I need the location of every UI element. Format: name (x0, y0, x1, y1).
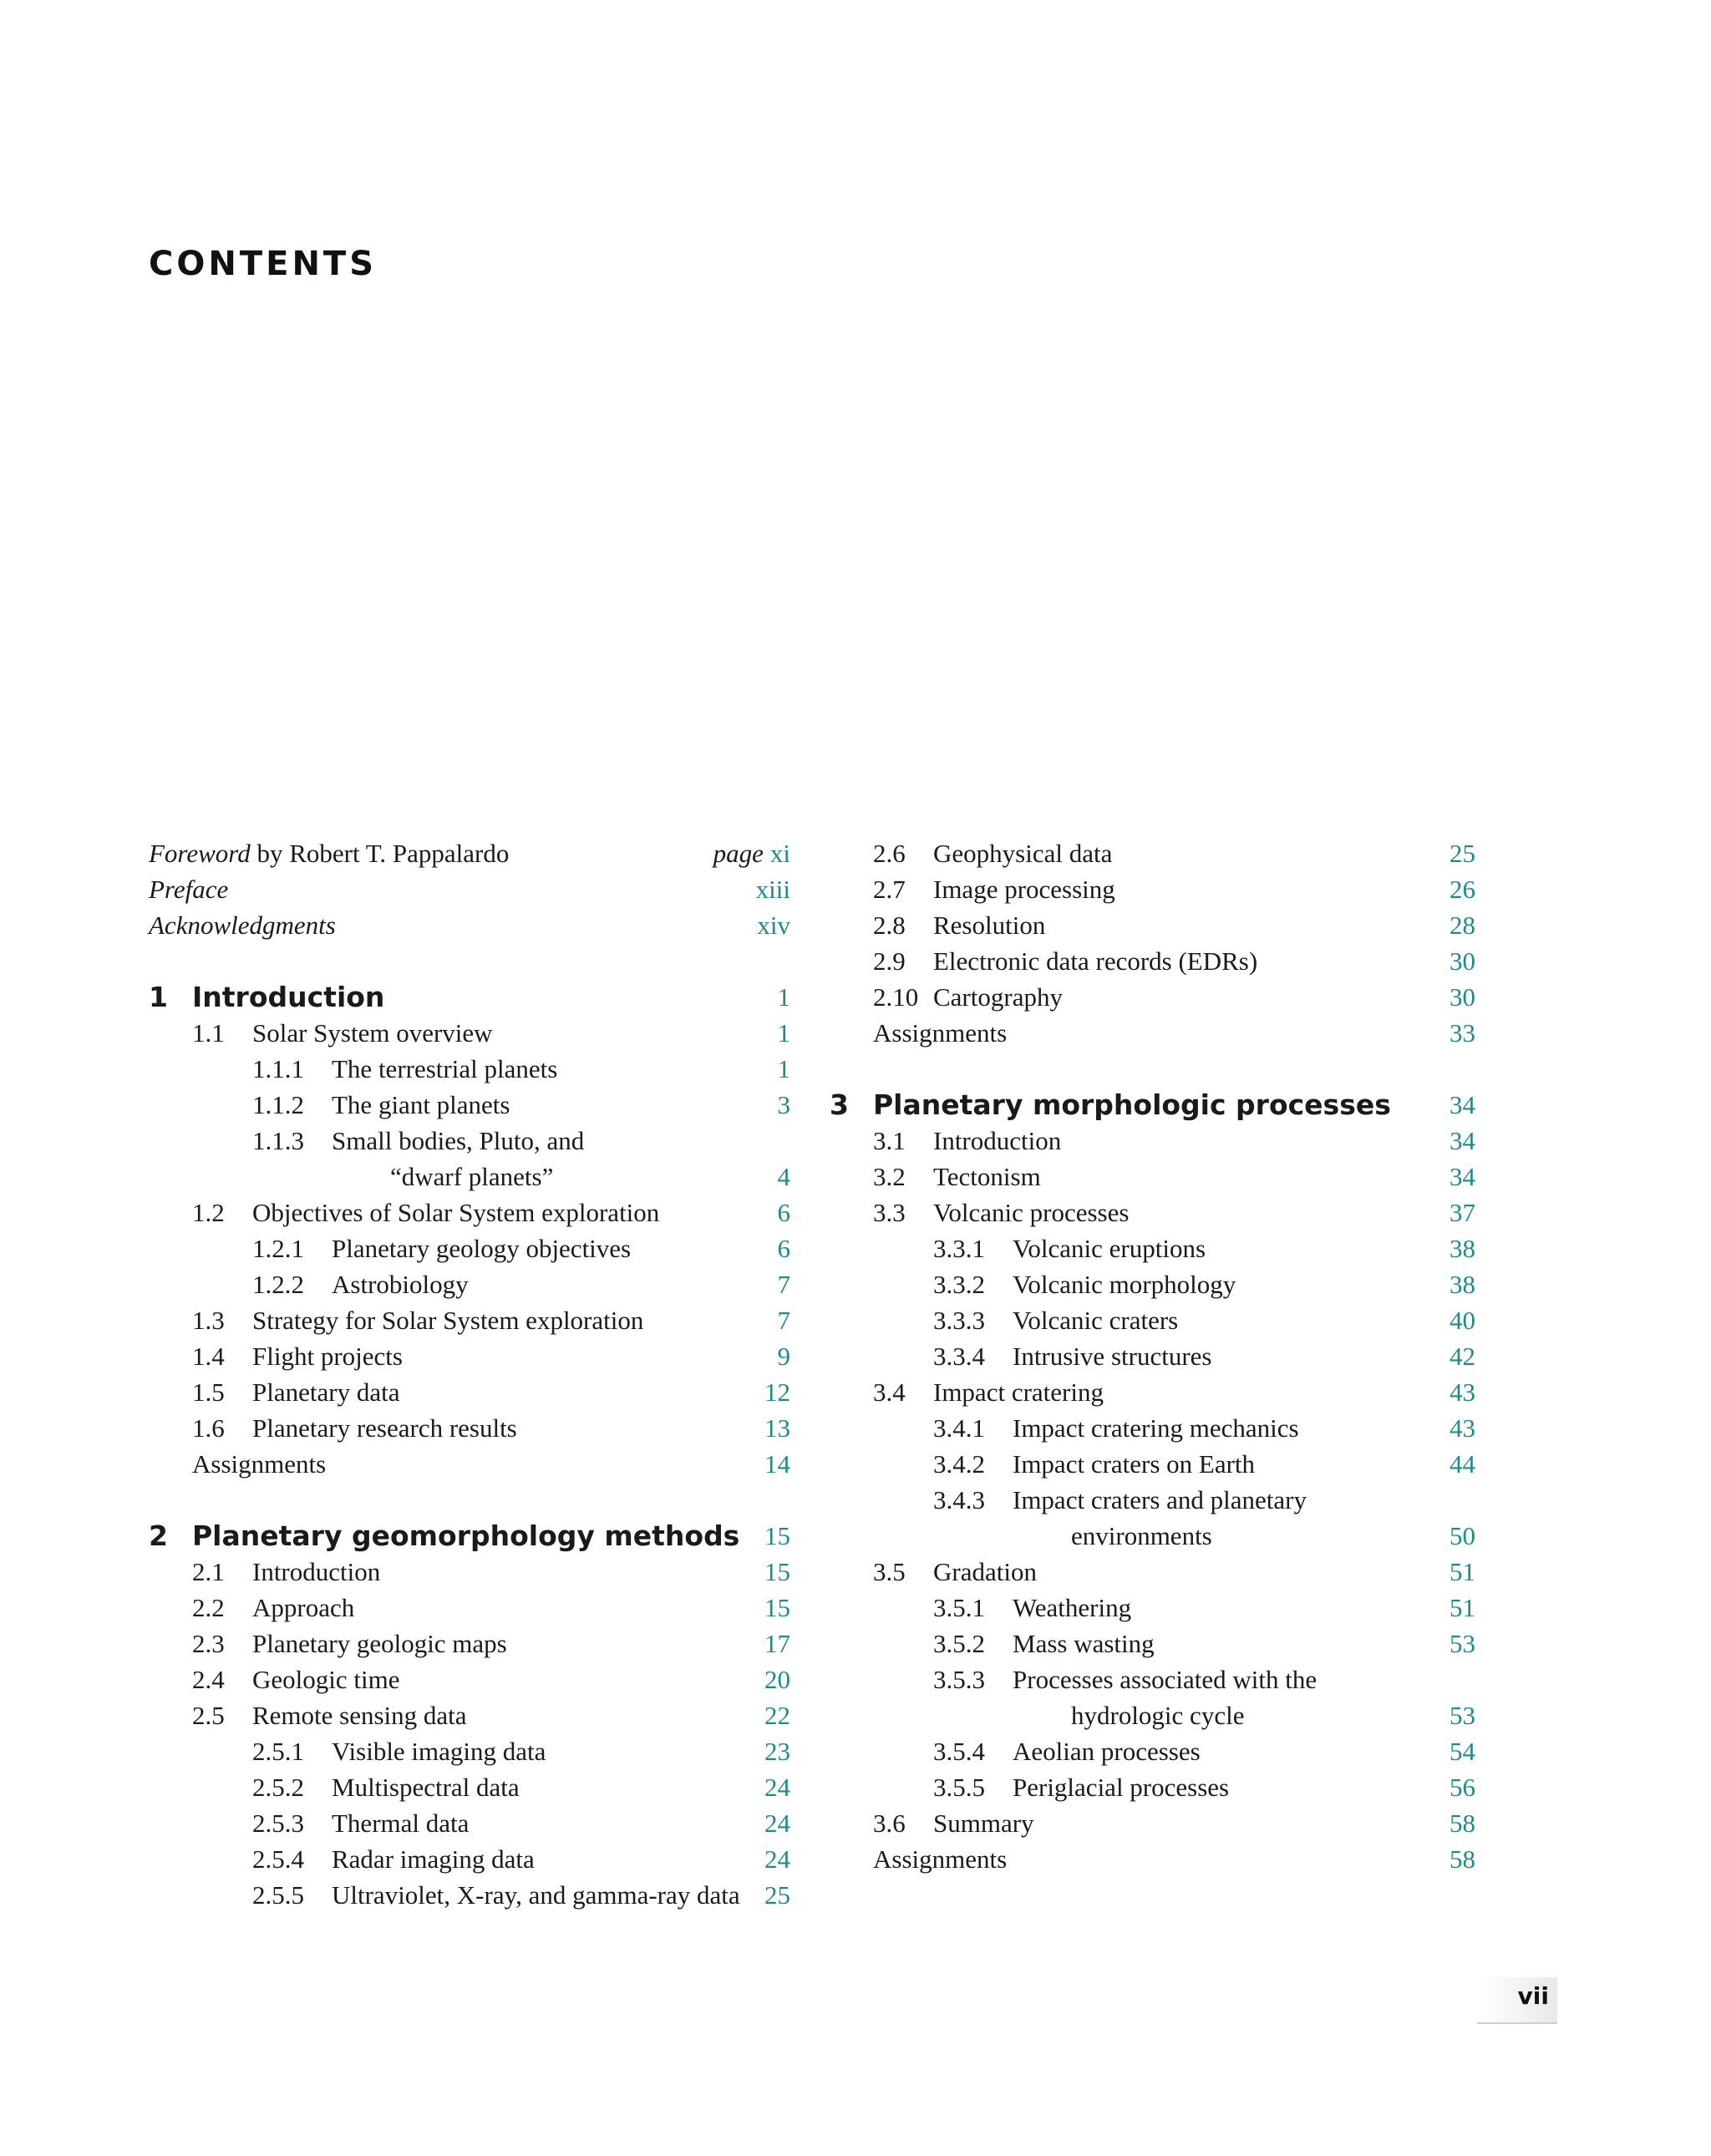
toc-entry-number: 3.5.4 (933, 1737, 985, 1766)
toc-entry-number: 2.1 (192, 1557, 225, 1586)
toc-entry-sub-cont[interactable] (149, 1159, 790, 1195)
toc-entry-section[interactable] (149, 1338, 790, 1374)
toc-entry-number: 2.3 (192, 1629, 225, 1658)
toc-entry-assign[interactable] (149, 1446, 790, 1482)
toc-entry-page[interactable] (764, 1733, 790, 1769)
toc-entry-title: Planetary research results (252, 1413, 517, 1443)
toc-entry-page[interactable] (764, 1877, 790, 1913)
toc-entry-number: 1.1.3 (252, 1126, 304, 1155)
toc-page-number: 34 (1450, 1090, 1475, 1119)
toc-entry-page[interactable] (1450, 1805, 1475, 1841)
toc-page-number: 30 (1450, 946, 1475, 976)
toc-spacer (830, 1051, 1475, 1087)
toc-page-number: 51 (1450, 1593, 1475, 1622)
toc-entry-title: Introduction (192, 981, 385, 1013)
toc-entry-number: 3.4.2 (933, 1449, 985, 1479)
toc-entry-title: Volcanic morphology (1013, 1270, 1236, 1299)
toc-page-number: 43 (1450, 1377, 1475, 1407)
toc-entry-page[interactable] (1450, 1230, 1475, 1266)
toc-column-left (149, 835, 790, 1913)
toc-entry-title: “dwarf planets” (390, 1162, 554, 1191)
toc-entry-title: Volcanic processes (933, 1198, 1130, 1227)
toc-entry-title-main: Foreword (149, 839, 251, 868)
toc-entry-front[interactable] (149, 907, 790, 943)
toc-page-number: 30 (1450, 982, 1475, 1012)
toc-entry-sub[interactable] (830, 1230, 1475, 1266)
toc-page-number: 40 (1450, 1306, 1475, 1335)
toc-entry-page[interactable] (1450, 1338, 1475, 1374)
toc-entry-number: 1.1.1 (252, 1054, 304, 1083)
toc-entry-sub[interactable] (830, 1626, 1475, 1661)
toc-entry-page[interactable] (778, 1266, 791, 1302)
toc-entry-page[interactable] (1450, 1087, 1475, 1123)
toc-entry-title: Planetary geomorphology methods (192, 1519, 740, 1552)
toc-entry-section[interactable] (149, 1195, 790, 1230)
toc-page-number: 56 (1450, 1773, 1475, 1802)
toc-entry-section[interactable] (830, 835, 1475, 871)
toc-page-number: 12 (764, 1377, 790, 1407)
toc-entry-title: Astrobiology (332, 1270, 469, 1299)
toc-entry-page[interactable] (1450, 1123, 1475, 1159)
toc-entry-page[interactable] (764, 1697, 790, 1733)
toc-entry-page[interactable] (1450, 1266, 1475, 1302)
toc-entry-sub[interactable] (830, 1446, 1475, 1482)
toc-entry-page[interactable] (1450, 979, 1475, 1015)
page-title: CONTENTS (149, 245, 378, 283)
toc-entry-page[interactable] (764, 1554, 790, 1590)
toc-entry-chapter[interactable] (149, 1518, 790, 1554)
folio-tab (1477, 1977, 1557, 2024)
toc-entry-title (149, 871, 228, 907)
toc-entry-title: Strategy for Solar System exploration (252, 1306, 644, 1335)
toc-page-number: 58 (1450, 1844, 1475, 1874)
toc-page-number: 15 (764, 1521, 790, 1550)
toc-entry-title: Thermal data (332, 1809, 470, 1838)
toc-page-number: 24 (764, 1809, 790, 1838)
toc-entry-number: 2 (149, 1519, 168, 1552)
toc-entry-sub[interactable] (830, 1733, 1475, 1769)
toc-entry-page[interactable] (1450, 1769, 1475, 1805)
toc-entry-sub[interactable] (830, 1769, 1475, 1805)
toc-entry-page[interactable] (713, 835, 790, 871)
toc-entry-title (149, 907, 336, 943)
toc-entry-page[interactable] (764, 1841, 790, 1877)
toc-entry-number: 3.5.1 (933, 1593, 985, 1622)
toc-entry-sub[interactable] (149, 1877, 790, 1913)
toc-entry-page[interactable] (1450, 1159, 1475, 1195)
toc-entry-page[interactable] (764, 1661, 790, 1697)
toc-entry-title: Volcanic craters (1013, 1306, 1179, 1335)
toc-entry-title: Impact craters on Earth (1013, 1449, 1256, 1479)
toc-entry-number: 1.6 (192, 1413, 225, 1443)
toc-entry-title: Impact craters and planetary (1013, 1485, 1307, 1514)
toc-entry-section[interactable] (149, 1554, 790, 1590)
toc-entry-title-main: Preface (149, 875, 229, 904)
toc-entry-number: 3 (830, 1088, 849, 1121)
toc-entry-page[interactable] (1450, 1446, 1475, 1482)
toc-entry-page[interactable] (778, 1015, 791, 1051)
toc-page-number: xiv (757, 911, 790, 940)
toc-entry-page[interactable] (1450, 835, 1475, 871)
toc-entry-section[interactable] (830, 1195, 1475, 1230)
toc-entry-number: 1.1 (192, 1018, 225, 1048)
toc-entry-section[interactable] (830, 943, 1475, 979)
toc-entry-number: 2.2 (192, 1593, 225, 1622)
toc-page-number: 25 (1450, 839, 1475, 868)
toc-entry-sub[interactable] (149, 1051, 790, 1087)
toc-page-number: 1 (777, 1018, 790, 1048)
toc-entry-number: 1.5 (192, 1377, 225, 1407)
toc-page-number: 28 (1450, 911, 1475, 940)
toc-entry-chapter[interactable] (149, 979, 790, 1015)
toc-page-number: 25 (764, 1880, 790, 1910)
toc-entry-number: 3.1 (873, 1126, 906, 1155)
toc-entry-sub[interactable] (149, 1123, 790, 1159)
toc-entry-number: 2.5 (192, 1701, 225, 1730)
toc-page-number: 17 (764, 1629, 790, 1658)
toc-entry-section[interactable] (830, 979, 1475, 1015)
toc-entry-title: environments (1071, 1521, 1212, 1550)
toc-entry-number: 2.5.4 (252, 1844, 304, 1874)
toc-entry-number: 3.5 (873, 1557, 906, 1586)
toc-entry-page[interactable] (778, 1195, 791, 1230)
toc-entry-title: The terrestrial planets (332, 1054, 558, 1083)
toc-entry-title: Introduction (933, 1126, 1062, 1155)
toc-entry-title: Approach (252, 1593, 355, 1622)
toc-entry-page[interactable] (764, 1626, 790, 1661)
toc-entry-title: Impact cratering (933, 1377, 1104, 1407)
toc-entry-page[interactable] (1450, 1554, 1475, 1590)
toc-entry-section[interactable] (149, 1590, 790, 1626)
toc-entry-sub[interactable] (149, 1805, 790, 1841)
toc-entry-title: Planetary geology objectives (332, 1234, 632, 1263)
page-number: vii (1517, 1982, 1549, 2010)
toc-entry-page[interactable] (778, 1159, 791, 1195)
toc-page-number: 26 (1450, 875, 1475, 904)
toc-entry-page[interactable] (1450, 1410, 1475, 1446)
toc-entry-section[interactable] (830, 907, 1475, 943)
toc-entry-title-suffix: by Robert T. Pappalardo (250, 839, 510, 868)
toc-entry-page[interactable] (778, 1302, 791, 1338)
toc-entry-number: 3.4.1 (933, 1413, 985, 1443)
toc-entry-title: Image processing (933, 875, 1115, 904)
toc-entry-number: 3.4 (873, 1377, 906, 1407)
toc-entry-number: 3.5.2 (933, 1629, 985, 1658)
toc-entry-title: Cartography (933, 982, 1063, 1012)
toc-page-number: 20 (764, 1665, 790, 1694)
toc-entry-page[interactable] (764, 1446, 790, 1482)
toc-page-number: 9 (777, 1342, 790, 1371)
toc-entry-sub-cont[interactable] (830, 1697, 1475, 1733)
toc-entry-section[interactable] (830, 1374, 1475, 1410)
toc-entry-page[interactable] (1450, 1195, 1475, 1230)
toc-entry-title: Summary (933, 1809, 1034, 1838)
toc-entry-page[interactable] (1450, 1841, 1475, 1877)
toc-page-number: 15 (764, 1593, 790, 1622)
toc-entry-title: Geophysical data (933, 839, 1113, 868)
toc-page-number: 51 (1450, 1557, 1475, 1586)
toc-entry-title: Resolution (933, 911, 1046, 940)
toc-entry-title: Planetary data (252, 1377, 400, 1407)
toc-entry-title (149, 835, 509, 871)
toc-entry-title: Aeolian processes (1013, 1737, 1201, 1766)
toc-page-number: 43 (1450, 1413, 1475, 1443)
toc-entry-title: Electronic data records (EDRs) (933, 946, 1258, 976)
toc-page-number: 7 (777, 1270, 790, 1299)
toc-entry-number: 3.3.3 (933, 1306, 985, 1335)
toc-page-number: 44 (1450, 1449, 1475, 1479)
toc-spacer (149, 943, 790, 979)
toc-entry-page[interactable] (1450, 1374, 1475, 1410)
toc-entry-page[interactable] (1450, 1626, 1475, 1661)
toc-page-number: 6 (777, 1198, 790, 1227)
toc-entry-sub[interactable] (149, 1733, 790, 1769)
toc-entry-title: Weathering (1013, 1593, 1132, 1622)
toc-entry-page[interactable] (778, 979, 791, 1015)
toc-entry-page[interactable] (764, 1805, 790, 1841)
toc-entry-page[interactable] (778, 1087, 791, 1123)
toc-entry-section[interactable] (830, 1159, 1475, 1195)
toc-entry-assign[interactable] (830, 1841, 1475, 1877)
toc-entry-number: 1.3 (192, 1306, 225, 1335)
toc-page-number: 15 (764, 1557, 790, 1586)
toc-entry-sub-cont[interactable] (830, 1518, 1475, 1554)
toc-entry-page[interactable] (757, 907, 790, 943)
toc-entry-page[interactable] (1450, 1590, 1475, 1626)
toc-entry-number: 3.3 (873, 1198, 906, 1227)
toc-entry-number: 3.3.2 (933, 1270, 985, 1299)
toc-entry-number: 1.4 (192, 1342, 225, 1371)
toc-entry-number: 2.5.3 (252, 1809, 304, 1838)
toc-entry-title: The giant planets (332, 1090, 510, 1119)
toc-entry-sub[interactable] (830, 1302, 1475, 1338)
toc-entry-title: Multispectral data (332, 1773, 520, 1802)
toc-entry-number: 1.2 (192, 1198, 225, 1227)
toc-entry-page[interactable] (1450, 1302, 1475, 1338)
toc-entry-section[interactable] (149, 1661, 790, 1697)
toc-entry-page[interactable] (1450, 943, 1475, 979)
toc-entry-title: Visible imaging data (332, 1737, 546, 1766)
toc-entry-assign[interactable] (830, 1015, 1475, 1051)
toc-page-number: 37 (1450, 1198, 1475, 1227)
toc-page-number: 34 (1450, 1126, 1475, 1155)
toc-page-number: 58 (1450, 1809, 1475, 1838)
toc-entry-title: Gradation (933, 1557, 1037, 1586)
toc-entry-number: 2.5.1 (252, 1737, 304, 1766)
toc-entry-sub[interactable] (149, 1266, 790, 1302)
toc-entry-title: Assignments (873, 1018, 1008, 1048)
toc-page-number: 42 (1450, 1342, 1475, 1371)
toc-entry-number: 2.7 (873, 875, 906, 904)
toc-entry-number: 2.9 (873, 946, 906, 976)
toc-page-number: 50 (1450, 1521, 1475, 1550)
toc-entry-page[interactable] (778, 1230, 791, 1266)
toc-page-number: xiii (755, 875, 790, 904)
toc-page-number: 38 (1450, 1270, 1475, 1299)
toc-entry-number: 3.2 (873, 1162, 906, 1191)
toc-entry-number: 1.2.1 (252, 1234, 304, 1263)
toc-page-number: 14 (764, 1449, 790, 1479)
toc-entry-section[interactable] (149, 1410, 790, 1446)
toc-entry-sub[interactable] (149, 1841, 790, 1877)
toc-entry-page[interactable] (1450, 1015, 1475, 1051)
toc-entry-section[interactable] (830, 1123, 1475, 1159)
toc-spacer (149, 1482, 790, 1518)
toc-page-number: 24 (764, 1844, 790, 1874)
toc-entry-page[interactable] (1450, 1697, 1475, 1733)
toc-entry-sub[interactable] (830, 1338, 1475, 1374)
toc-entry-section[interactable] (149, 1302, 790, 1338)
toc-entry-section[interactable] (149, 1626, 790, 1661)
toc-page-number: xi (769, 839, 790, 868)
toc-entry-page[interactable] (1450, 1733, 1475, 1769)
toc-page-number: 6 (777, 1234, 790, 1263)
toc-entry-page[interactable] (756, 871, 790, 907)
toc-entry-page[interactable] (778, 1338, 791, 1374)
toc-entry-section[interactable] (149, 1697, 790, 1733)
toc-entry-sub[interactable] (830, 1661, 1475, 1697)
toc-page-number: 34 (1450, 1162, 1475, 1191)
toc-entry-number: 3.6 (873, 1809, 906, 1838)
toc-page-number: 23 (764, 1737, 790, 1766)
toc-page-number: 53 (1450, 1701, 1475, 1730)
toc-entry-number: 2.4 (192, 1665, 225, 1694)
toc-entry-page[interactable] (1450, 907, 1475, 943)
toc-entry-sub[interactable] (830, 1266, 1475, 1302)
toc-entry-number: 3.4.3 (933, 1485, 985, 1514)
toc-entry-number: 1.2.2 (252, 1270, 304, 1299)
toc-page-number: 7 (777, 1306, 790, 1335)
toc-page-number: 3 (777, 1090, 790, 1119)
toc-entry-title: Processes associated with the (1013, 1665, 1318, 1694)
toc-entry-number: 2.5.5 (252, 1880, 304, 1910)
toc-entry-title: Solar System overview (252, 1018, 493, 1048)
toc-entry-title: hydrologic cycle (1071, 1701, 1245, 1730)
toc-entry-page[interactable] (778, 1051, 791, 1087)
toc-entry-number: 2.8 (873, 911, 906, 940)
toc-entry-title: Planetary geologic maps (252, 1629, 507, 1658)
toc-entry-title: Radar imaging data (332, 1844, 535, 1874)
toc-entry-sub[interactable] (149, 1087, 790, 1123)
toc-page-number: 4 (777, 1162, 790, 1191)
toc-entry-number: 3.3.4 (933, 1342, 985, 1371)
toc-page-number: 1 (777, 1054, 790, 1083)
toc-page-number: 54 (1450, 1737, 1475, 1766)
toc-entry-page[interactable] (1450, 1518, 1475, 1554)
toc-entry-sub[interactable] (830, 1590, 1475, 1626)
toc-page-number: 33 (1450, 1018, 1475, 1048)
toc-entry-title: Volcanic eruptions (1013, 1234, 1206, 1263)
toc-page-number: 53 (1450, 1629, 1475, 1658)
toc-entry-page[interactable] (1450, 871, 1475, 907)
toc-entry-front[interactable] (149, 871, 790, 907)
toc-entry-page[interactable] (764, 1374, 790, 1410)
toc-entry-page[interactable] (764, 1410, 790, 1446)
toc-entry-number: 3.5.3 (933, 1665, 985, 1694)
toc-page-prefix: page (713, 839, 764, 868)
toc-entry-sub[interactable] (830, 1482, 1475, 1518)
toc-entry-number: 1.1.2 (252, 1090, 304, 1119)
toc-entry-title: Introduction (252, 1557, 381, 1586)
toc-entry-section[interactable] (149, 1374, 790, 1410)
toc-entry-section[interactable] (830, 1554, 1475, 1590)
toc-page-number: 24 (764, 1773, 790, 1802)
toc-entry-page[interactable] (764, 1518, 790, 1554)
toc-page-number: 38 (1450, 1234, 1475, 1263)
toc-page-number: 13 (764, 1413, 790, 1443)
toc-entry-title: Tectonism (933, 1162, 1041, 1191)
toc-entry-number: 2.5.2 (252, 1773, 304, 1802)
toc-entry-title: Assignments (873, 1844, 1008, 1874)
toc-entry-number: 2.6 (873, 839, 906, 868)
toc-entry-title: Objectives of Solar System exploration (252, 1198, 660, 1227)
toc-entry-number: 3.5.5 (933, 1773, 985, 1802)
toc-entry-title: Geologic time (252, 1665, 400, 1694)
toc-entry-sub[interactable] (149, 1769, 790, 1805)
toc-column-right (830, 835, 1475, 1877)
toc-entry-front[interactable] (149, 835, 790, 871)
toc-entry-title: Assignments (192, 1449, 327, 1479)
toc-entry-title: Impact cratering mechanics (1013, 1413, 1299, 1443)
toc-entry-title-main: Acknowledgments (149, 911, 336, 940)
toc-entry-section[interactable] (149, 1015, 790, 1051)
toc-entry-title: Remote sensing data (252, 1701, 467, 1730)
toc-page-number: 1 (777, 982, 790, 1012)
toc-entry-chapter[interactable] (830, 1087, 1475, 1123)
toc-entry-title: Planetary morphologic processes (873, 1088, 1391, 1121)
toc-entry-page[interactable] (764, 1590, 790, 1626)
toc-entry-title: Flight projects (252, 1342, 403, 1371)
toc-entry-title: Intrusive structures (1013, 1342, 1212, 1371)
toc-entry-number: 1 (149, 981, 168, 1013)
toc-entry-sub[interactable] (149, 1230, 790, 1266)
toc-entry-section[interactable] (830, 1805, 1475, 1841)
toc-entry-title: Ultraviolet, X-ray, and gamma-ray data (332, 1880, 740, 1910)
toc-entry-title: Periglacial processes (1013, 1773, 1230, 1802)
toc-entry-sub[interactable] (830, 1410, 1475, 1446)
toc-entry-section[interactable] (830, 871, 1475, 907)
toc-page-number: 22 (764, 1701, 790, 1730)
toc-entry-number: 3.3.1 (933, 1234, 985, 1263)
toc-entry-title: Small bodies, Pluto, and (332, 1126, 585, 1155)
toc-entry-title: Mass wasting (1013, 1629, 1155, 1658)
toc-entry-number: 2.10 (873, 982, 919, 1012)
toc-entry-page[interactable] (764, 1769, 790, 1805)
